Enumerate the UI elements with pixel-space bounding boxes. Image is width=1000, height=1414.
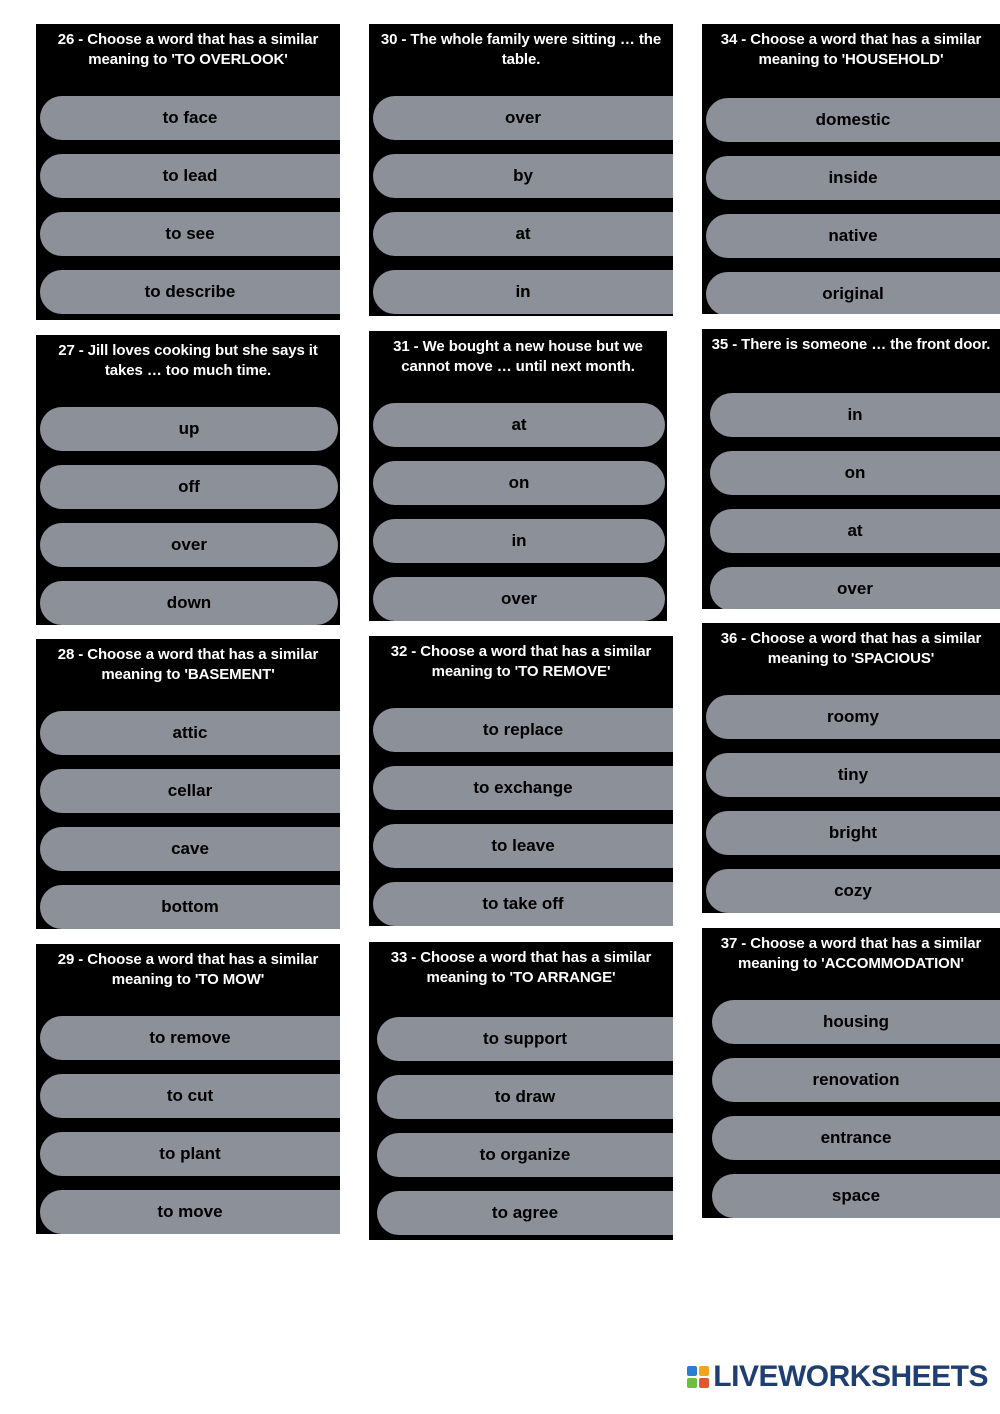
liveworksheets-logo-icon (687, 1366, 709, 1388)
answer-option[interactable]: at (710, 509, 1000, 553)
answer-option[interactable]: over (40, 523, 338, 567)
answer-option[interactable]: at (373, 212, 673, 256)
question-text: 33 - Choose a word that has a similar meaning to 'TO ARRANGE' (390, 949, 652, 986)
answer-option[interactable]: over (373, 96, 673, 140)
answer-option[interactable]: to remove (40, 1016, 340, 1060)
answer-option[interactable]: to agree (377, 1191, 673, 1235)
answer-option[interactable]: to organize (377, 1133, 673, 1177)
question-card-33 (369, 942, 673, 1240)
answer-option[interactable]: entrance (712, 1116, 1000, 1160)
question-text: 34 - Choose a word that has a similar meaning to 'HOUSEHOLD' (720, 31, 982, 68)
question-card-26 (36, 24, 340, 320)
answer-option[interactable]: cellar (40, 769, 340, 813)
question-text: 31 - We bought a new house but we cannot move … until next month. (393, 338, 643, 375)
answer-option[interactable]: in (373, 270, 673, 314)
question-card-32 (369, 636, 673, 926)
answer-option[interactable]: to take off (373, 882, 673, 926)
question-card-31 (369, 331, 667, 621)
answer-option[interactable]: down (40, 581, 338, 625)
answer-option[interactable]: bottom (40, 885, 340, 929)
answer-option[interactable]: to face (40, 96, 340, 140)
answer-option[interactable]: off (40, 465, 338, 509)
liveworksheets-logo (687, 1360, 988, 1394)
answer-option[interactable]: cave (40, 827, 340, 871)
answer-options (712, 1000, 1000, 1218)
answer-option[interactable]: over (710, 567, 1000, 609)
logo-text: LIVEWORKSHEETS (713, 1360, 988, 1393)
answer-options (373, 708, 673, 926)
answer-option[interactable]: roomy (706, 695, 1000, 739)
answer-option[interactable]: to move (40, 1190, 340, 1234)
answer-option[interactable]: to lead (40, 154, 340, 198)
answer-option[interactable]: to draw (377, 1075, 673, 1119)
answer-option[interactable]: attic (40, 711, 340, 755)
answer-option[interactable]: native (706, 214, 1000, 258)
question-card-34 (702, 24, 1000, 314)
answer-option[interactable]: over (373, 577, 665, 621)
answer-options (40, 711, 340, 929)
answer-option[interactable]: inside (706, 156, 1000, 200)
answer-option[interactable]: cozy (706, 869, 1000, 913)
answer-option[interactable]: at (373, 403, 665, 447)
question-text: 28 - Choose a word that has a similar meaning to 'BASEMENT' (57, 646, 319, 683)
answer-option[interactable]: up (40, 407, 338, 451)
question-card-37 (702, 928, 1000, 1218)
answer-option[interactable]: renovation (712, 1058, 1000, 1102)
question-text: 27 - Jill loves cooking but she says it takes … too much time. (58, 342, 318, 379)
answer-options (710, 393, 1000, 609)
question-text: 36 - Choose a word that has a similar meaning to 'SPACIOUS' (720, 630, 982, 667)
question-card-28 (36, 639, 340, 929)
answer-option[interactable]: space (712, 1174, 1000, 1218)
answer-option[interactable]: tiny (706, 753, 1000, 797)
answer-option[interactable]: by (373, 154, 673, 198)
question-text: 35 - There is someone … the front door. (711, 336, 991, 353)
answer-option[interactable]: to support (377, 1017, 673, 1061)
answer-option[interactable]: in (710, 393, 1000, 437)
answer-options (706, 98, 1000, 314)
answer-option[interactable]: on (373, 461, 665, 505)
answer-option[interactable]: to exchange (373, 766, 673, 810)
answer-options (40, 1016, 340, 1234)
question-card-36 (702, 623, 1000, 913)
answer-option[interactable]: to cut (40, 1074, 340, 1118)
answer-option[interactable]: on (710, 451, 1000, 495)
question-card-29 (36, 944, 340, 1234)
question-text: 32 - Choose a word that has a similar meaning to 'TO REMOVE' (390, 643, 652, 680)
answer-option[interactable]: in (373, 519, 665, 563)
question-text: 30 - The whole family were sitting … the table. (380, 31, 662, 68)
answer-option[interactable]: bright (706, 811, 1000, 855)
answer-option[interactable]: housing (712, 1000, 1000, 1044)
answer-options (706, 695, 1000, 913)
answer-option[interactable]: to plant (40, 1132, 340, 1176)
answer-options (373, 96, 673, 316)
answer-option[interactable]: original (706, 272, 1000, 314)
answer-option[interactable]: domestic (706, 98, 1000, 142)
question-card-35 (702, 329, 1000, 609)
answer-option[interactable]: to leave (373, 824, 673, 868)
question-card-27 (36, 335, 340, 625)
answer-options (377, 1017, 673, 1240)
question-text: 29 - Choose a word that has a similar meaning to 'TO MOW' (57, 951, 319, 988)
answer-option[interactable]: to replace (373, 708, 673, 752)
question-text: 26 - Choose a word that has a similar meaning to 'TO OVERLOOK' (57, 31, 319, 68)
answer-options (40, 96, 340, 320)
answer-option[interactable]: to see (40, 212, 340, 256)
question-card-30 (369, 24, 673, 316)
answer-option[interactable]: to describe (40, 270, 340, 314)
answer-options (373, 403, 665, 621)
answer-options (40, 407, 338, 625)
question-text: 37 - Choose a word that has a similar meaning to 'ACCOMMODATION' (720, 935, 982, 972)
